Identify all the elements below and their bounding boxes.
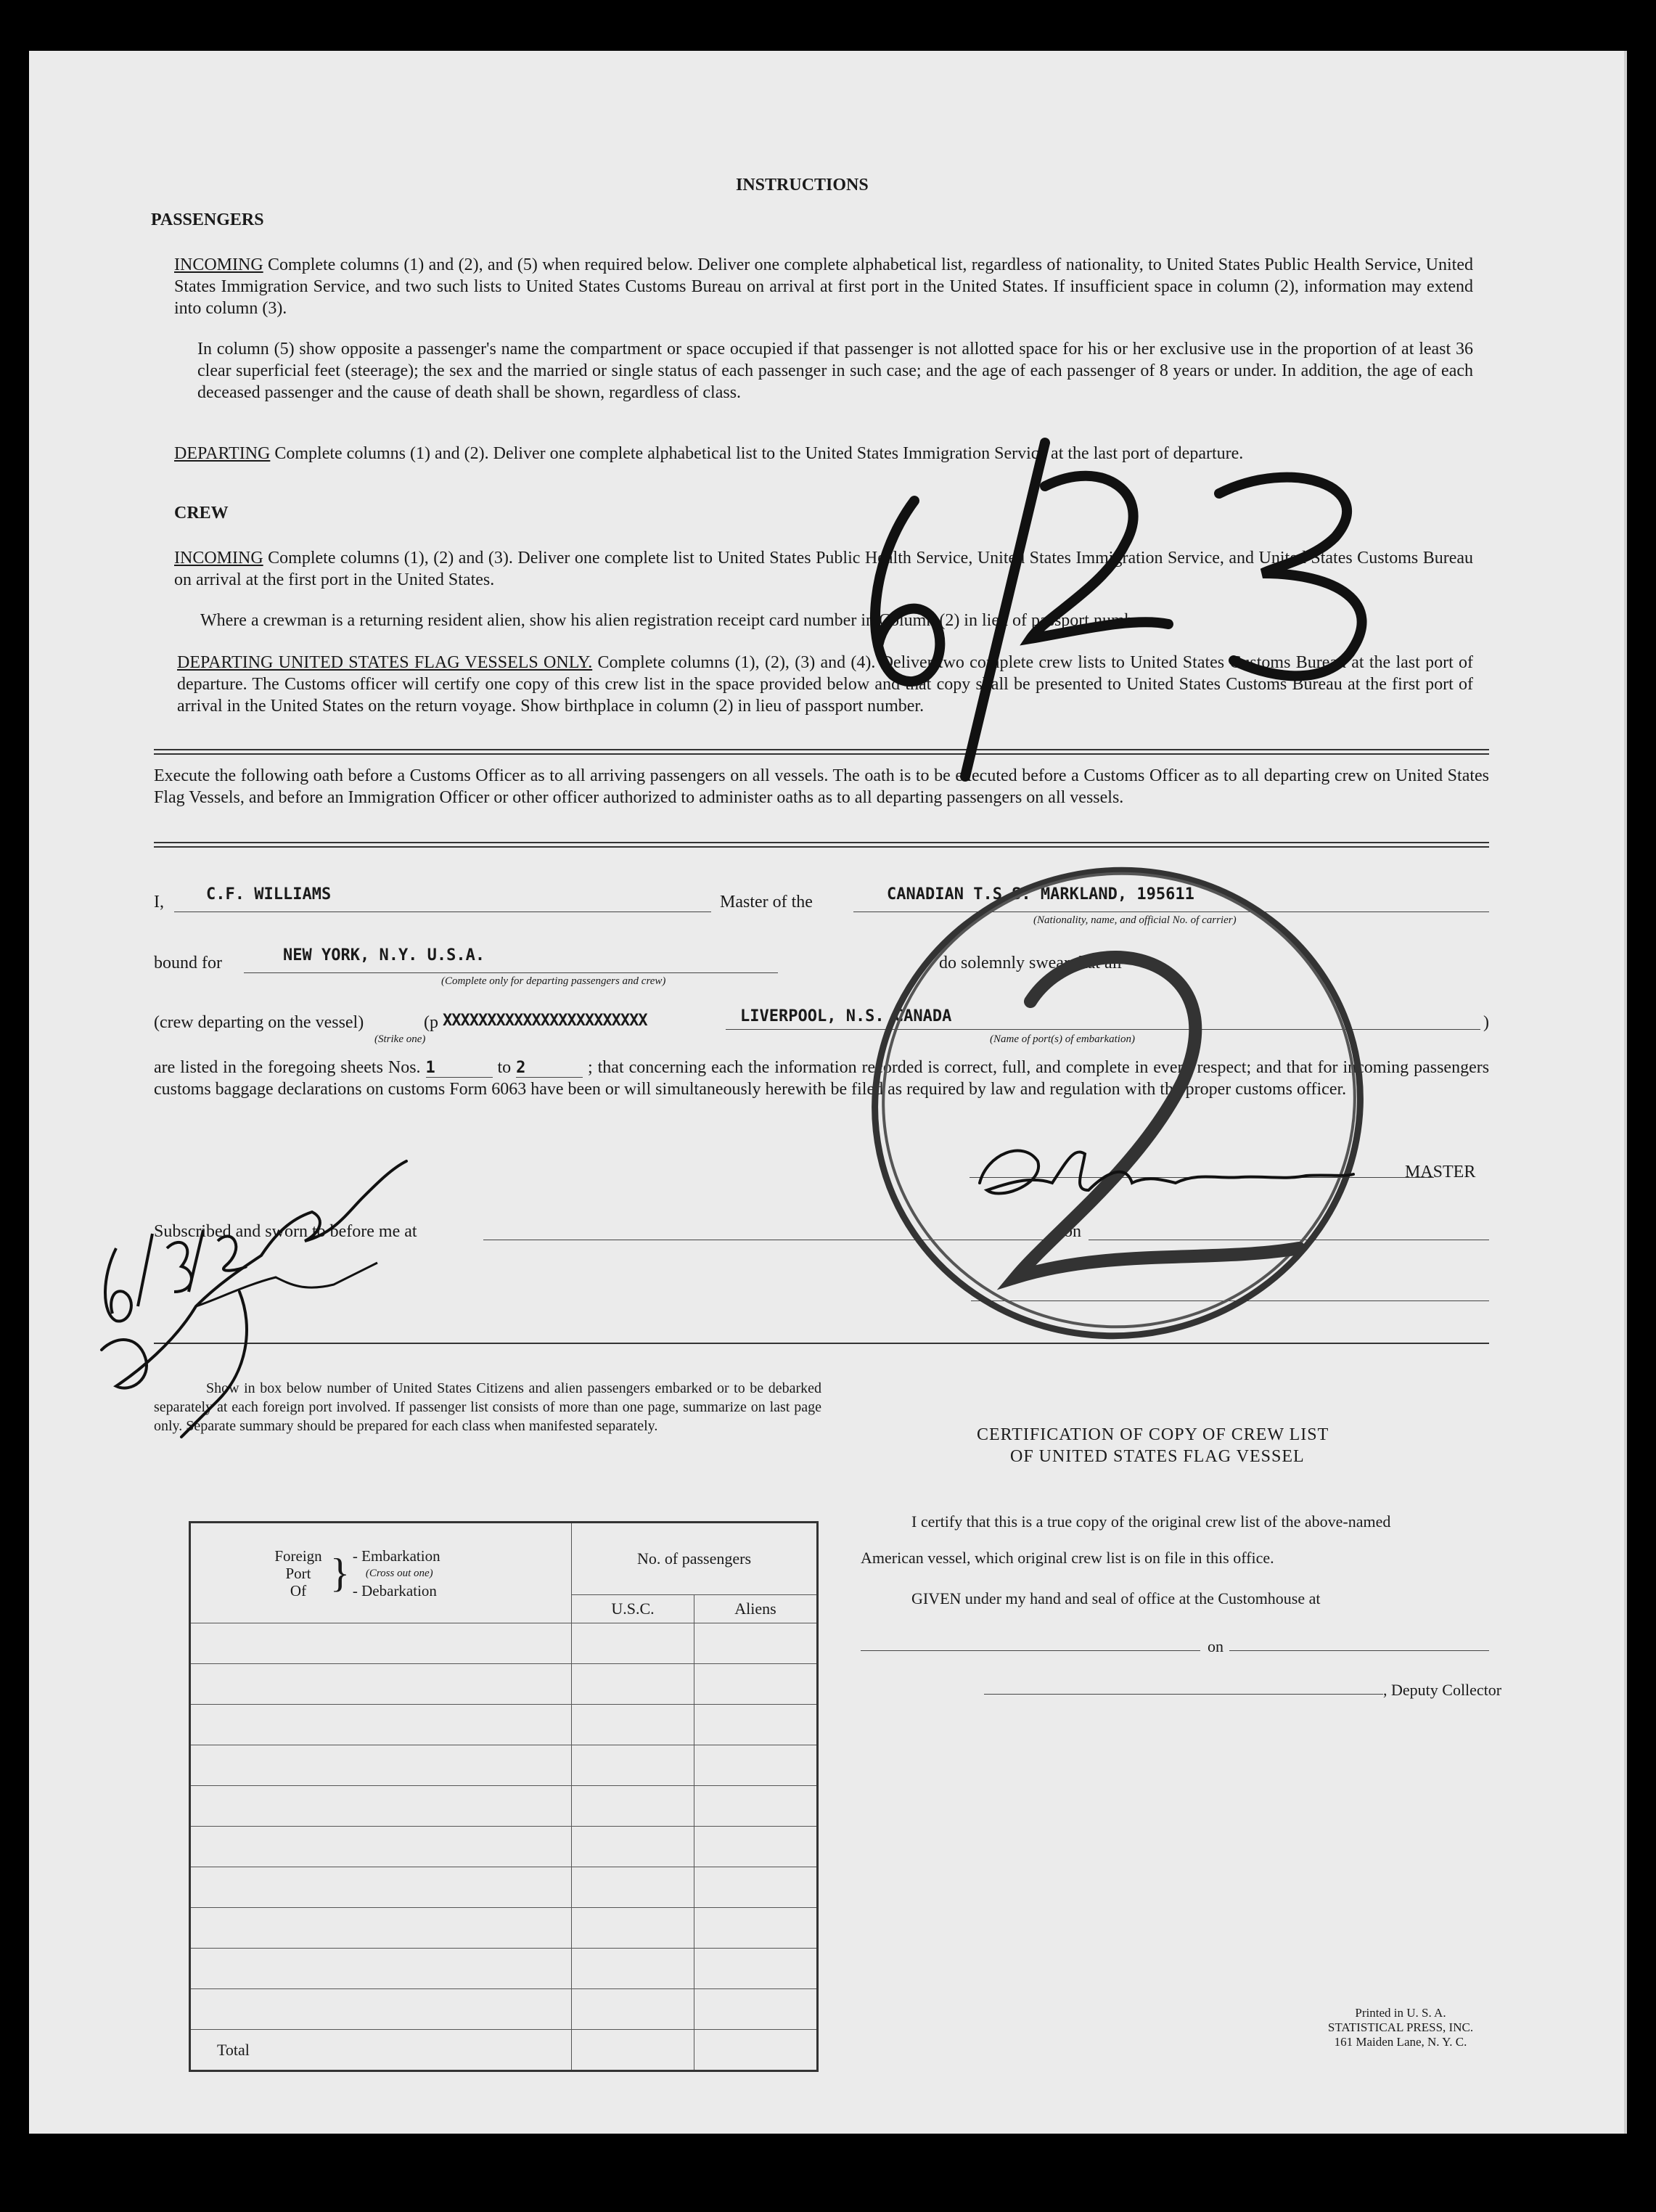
certify-line-2: American vessel, which original crew list is on file in this office. xyxy=(861,1549,1274,1567)
vessel-caption: (Nationality, name, and official No. of carrier) xyxy=(1033,914,1237,926)
subscribed-on-label: on xyxy=(1064,1222,1081,1241)
customhouse-line xyxy=(861,1650,1200,1651)
officer-line xyxy=(971,1300,1489,1301)
passengers-heading: PASSENGERS xyxy=(151,210,264,229)
listed-rest: ; that concerning each the information recorded is correct, full, and complete in every respect; and that for incoming passengers customs baggage declarations on customs Form 6063 have been or will simultaneously herewith be filed as required by law and regulation with the proper customs officer. xyxy=(154,1058,1490,1099)
passengers-departing-label: DEPARTING xyxy=(174,444,271,463)
crew-incoming-paragraph xyxy=(174,547,1473,591)
foreign-label: Foreign xyxy=(274,1547,322,1565)
subscribed-label: Subscribed and sworn to before me at xyxy=(154,1222,417,1241)
total-row xyxy=(190,2030,818,2071)
debarkation-label: - Debarkation xyxy=(352,1581,437,1599)
master-signature xyxy=(958,1132,1364,1219)
master-name: C.F. WILLIAMS xyxy=(206,885,332,904)
summary-note: Show in box below number of United States Citizens and alien passengers embarked or to be debarked separately at each foreign port involved. If passenger list consists of more than one page, summarize on last page only. Separate summary should be prepared for each class when manifested separately. xyxy=(154,1380,821,1434)
bound-caption: (Complete only for departing passengers and crew) xyxy=(441,975,666,987)
table-row xyxy=(190,1664,818,1705)
table-row xyxy=(190,1786,818,1827)
of-label: Of xyxy=(290,1581,307,1599)
port-line xyxy=(726,1029,1480,1030)
certification-title-1: CERTIFICATION OF COPY OF CREW LIST xyxy=(977,1425,1329,1444)
bound-for-value: NEW YORK, N.Y. U.S.A. xyxy=(283,946,485,964)
instructions-title: INSTRUCTIONS xyxy=(736,176,869,194)
sheet-to: 2 xyxy=(516,1060,583,1078)
sheet-from: 1 xyxy=(426,1060,493,1078)
passengers-incoming-label: INCOMING xyxy=(174,255,263,274)
certify-line-1: I certify that this is a true copy of the original crew list of the above-named xyxy=(911,1512,1391,1531)
embarkation-label: - Embarkation xyxy=(352,1547,440,1565)
table-row xyxy=(190,1745,818,1786)
usc-header: U.S.C. xyxy=(572,1595,694,1623)
crew-departing-paragraph xyxy=(177,652,1473,717)
oath-instruction: Execute the following oath before a Customs Officer as to all arriving passengers on all vessels. The oath is to be executed before a Customs Officer as to all departing crew on United States Flag Vessels, and before an Immigration Officer or other officer authorized to administer oaths as to all departing passengers on all vessels. xyxy=(154,766,1489,807)
crew-departing-on-vessel: (crew departing on the vessel) xyxy=(154,1013,364,1032)
vessel-name: CANADIAN T.S.S. MARKLAND, 195611 xyxy=(887,885,1194,904)
cert-date-line xyxy=(1229,1650,1489,1651)
printer-line-1: Printed in U. S. A. xyxy=(1355,2006,1446,2020)
listed-label: are listed in the foregoing sheets Nos. xyxy=(154,1058,421,1077)
aliens-header: Aliens xyxy=(694,1595,818,1623)
column5-paragraph: In column (5) show opposite a passenger's name the compartment or space occupied if that passenger is not allotted space for his or her exclusive use in the proportion of at least 36 clear superficial feet (steerage); the sex and the married or single status of each passenger in such case; and the age of each passenger of 8 years or under. In addition, the age of each deceased passenger and the cause of death shall be shown, regardless of class. xyxy=(197,340,1473,402)
crew-incoming-label: INCOMING xyxy=(174,549,263,568)
printer-line-2: STATISTICAL PRESS, INC. xyxy=(1327,2020,1474,2034)
divider xyxy=(154,1343,1489,1344)
embarkation-port: LIVERPOOL, N.S. CANADA xyxy=(740,1007,952,1025)
swear-label: do solemnly swear that all xyxy=(939,954,1122,972)
cert-on-label: on xyxy=(1208,1637,1223,1655)
crew-resident-paragraph: Where a crewman is a returning resident alien, show his alien registration receipt card number in Column (2) in lieu of passport number. xyxy=(200,611,1150,630)
table-row xyxy=(190,1867,818,1908)
certification-title-2: OF UNITED STATES FLAG VESSEL xyxy=(1010,1447,1305,1466)
divider xyxy=(154,842,1489,843)
crew-incoming-text: Complete columns (1), (2) and (3). Deliver one complete list to United States Public Health Service, United States Immigration Service, and United States Customs Bureau on arrival at the first port in the United States. xyxy=(174,549,1474,589)
deputy-line xyxy=(984,1694,1383,1695)
port-caption: (Name of port(s) of embarkation) xyxy=(990,1033,1135,1045)
given-line: GIVEN under my hand and seal of office at the Customhouse at xyxy=(911,1589,1321,1607)
bound-for-label: bound for xyxy=(154,954,222,972)
master-of-label: Master of the xyxy=(720,893,813,912)
table-row xyxy=(190,1827,818,1867)
passengers-incoming-paragraph xyxy=(174,254,1473,319)
crew-departing-text: Complete columns (1), (2), (3) and (4). Deliver two complete crew lists to United States Customs Bureau at the last port of departure. The Customs officer will certify one copy of this crew list in the space provided below and that copy shall be presented to United States Customs Bureau at the first port of arrival in the United States on the return voyage. Show birthplace in column (2) in lieu of passport number. xyxy=(177,653,1473,716)
table-row xyxy=(190,1623,818,1664)
summary-table xyxy=(189,1521,819,2072)
passengers-incoming-text: Complete columns (1) and (2), and (5) when required below. Deliver one complete alphabetical list, regardless of nationality, to United States Public Health Service, United States Immigration Service, and two such lists to United States Customs Bureau on arrival at first port in the United States. If insufficient space in column (2), information may extend into column (3). xyxy=(174,255,1474,318)
table-row xyxy=(190,1989,818,2030)
cross-out-label: (Cross out one) xyxy=(365,1567,433,1579)
deputy-collector-label: , Deputy Collector xyxy=(1383,1681,1502,1699)
oath-i-label: I, xyxy=(154,893,164,912)
table-row xyxy=(190,1949,818,1989)
passengers-departing-paragraph xyxy=(174,443,1473,464)
passengers-departing-text: Complete columns (1) and (2). Deliver one complete alphabetical list to the United States Immigration Service at the last port of departure. xyxy=(274,444,1244,463)
form-page xyxy=(29,51,1627,2134)
master-signature-line xyxy=(970,1177,1434,1178)
to-label: to xyxy=(497,1058,512,1077)
master-label: MASTER xyxy=(1405,1163,1476,1181)
crew-departing-label: DEPARTING UNITED STATES FLAG VESSELS ONLY. xyxy=(177,653,593,672)
bound-for-line xyxy=(244,972,778,973)
total-label: Total xyxy=(190,2030,572,2071)
crew-heading: CREW xyxy=(174,504,229,523)
strike-caption: (Strike one) xyxy=(374,1033,426,1045)
no-passengers-header: No. of passengers xyxy=(572,1523,818,1595)
printer-imprint xyxy=(1263,2006,1538,2049)
port-header-cell: Foreign Port Of } - Embarkation (Cross out one) - Debarkation xyxy=(190,1523,572,1623)
divider xyxy=(154,749,1489,750)
divider xyxy=(154,846,1489,848)
struck-text: XXXXXXXXXXXXXXXXXXXXXXX xyxy=(443,1012,647,1030)
close-paren: ) xyxy=(1483,1013,1489,1032)
port-label: Port xyxy=(285,1564,311,1582)
table-row xyxy=(190,1908,818,1949)
listed-paragraph xyxy=(154,1057,1489,1100)
printer-line-3: 161 Maiden Lane, N. Y. C. xyxy=(1334,2035,1467,2049)
table-row xyxy=(190,1705,818,1745)
strike-prefix: (p xyxy=(424,1013,438,1032)
divider xyxy=(154,753,1489,755)
